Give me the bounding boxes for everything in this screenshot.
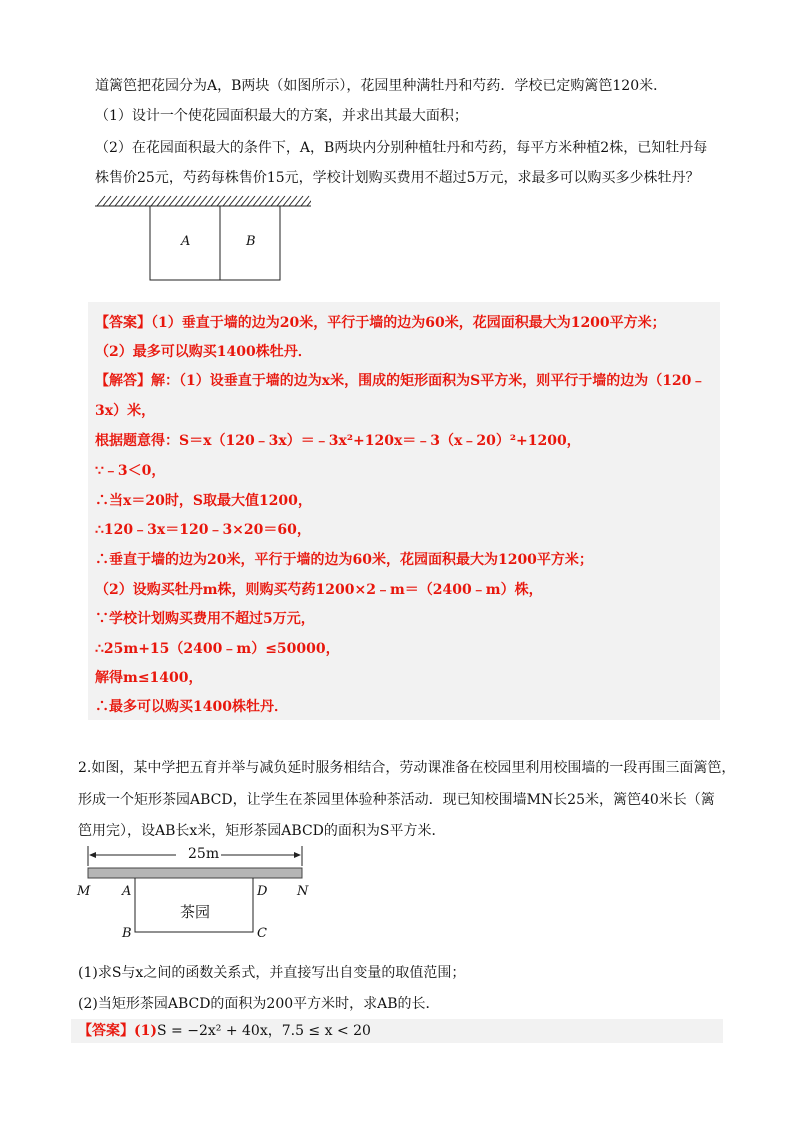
answer1-line-2: （2）最多可以购买1400株牡丹． [95,344,312,360]
problem1-text-line-1: 道篱笆把花园分为A，B两块（如图所示），花园里种满牡丹和芍药．学校已定购篱笆120米． [95,78,668,94]
answer1-line-14: ∴最多可以购买1400株牡丹． [95,699,288,715]
answer1-line-9: ∴垂直于墙的边为20米，平行于墙的边为60米，花园面积最大为1200平方米； [95,552,593,568]
answer1-line-7: ∴当x＝20时，S取最大值1200， [95,493,312,509]
answer1-line-5: 根据题意得：S＝x（120﹣3x）＝﹣3x²+120x＝﹣3（x﹣20）²+1200， [95,433,581,449]
answer1-line-11: ∵学校计划购买费用不超过5万元， [95,611,315,627]
answer2-prefix: 【答案】(1) [78,1023,157,1039]
garden-label-a: A [181,234,191,249]
point-label-n: N [297,884,309,899]
problem2-question-2: (2)当矩形茶园ABCD的面积为200平方米时，求AB的长． [78,996,440,1012]
tea-garden-label: 茶园 [180,903,211,921]
point-label-c: C [257,926,267,941]
answer1-line-6: ∵﹣3＜0， [95,463,166,479]
garden-label-b: B [246,234,256,249]
garden-outline [150,206,280,280]
problem2-text-line-2: 形成一个矩形茶园ABCD，让学生在茶园里体验种茶活动．现已知校围墙MN长25米，篱笆40米长（篱 [78,792,715,808]
problem2-text-line-1: 2.如图，某中学把五育并举与减负延时服务相结合，劳动课准备在校园里利用校围墙的一段再围三面篱笆， [78,760,736,776]
problem2-text-line-3: 笆用完），设AB长x米，矩形茶园ABCD的面积为S平方米． [78,823,446,839]
answer1-line-8: ∴120﹣3x＝120﹣3×20＝60， [95,522,311,538]
school-wall-mn [88,868,302,878]
garden-ab-diagram [95,194,311,286]
answer1-line-12: ∴25m+15（2400﹣m）≤50000， [95,641,340,657]
point-label-m: M [77,884,91,899]
answer1-line-4: 3x）米， [95,403,156,419]
wall-hatching [95,196,311,206]
problem2-question-1: (1)求S与x之间的函数关系式，并直接写出自变量的取值范围； [78,965,466,981]
problem1-question-2: （2）在花园面积最大的条件下，A，B两块内分别种植牡丹和芍药，每平方米种植2株，已知牡丹每 [95,140,708,156]
answer2-line [78,1021,371,1041]
answer1-line-3: 【解答】解：（1）设垂直于墙的边为x米，围成的矩形面积为S平方米，则平行于墙的边为（120﹣ [95,373,706,389]
answer1-line-13: 解得m≤1400， [95,670,203,686]
dimension-arrow-right [294,852,301,858]
answer1-line-10: （2）设购买牡丹m株，则购买芍药1200×2﹣m＝（2400﹣m）株， [95,582,543,598]
answer2-formula: S = −2x² + 40x，7.5 ≤ x < 20 [157,1023,371,1039]
point-label-a: A [122,884,132,899]
point-label-d: D [257,884,268,899]
point-label-b: B [122,926,132,941]
answer1-line-1: 【答案】（1）垂直于墙的边为20米，平行于墙的边为60米，花园面积最大为1200平方米； [95,315,666,331]
dimension-label: 25m [188,846,220,862]
dimension-arrow-left [89,852,96,858]
problem1-question-1: （1）设计一个使花园面积最大的方案，并求出其最大面积； [95,108,468,124]
problem1-question-2-cont: 株售价25元，芍药每株售价15元，学校计划购买费用不超过5万元，求最多可以购买多少株牡丹？ [95,170,700,186]
